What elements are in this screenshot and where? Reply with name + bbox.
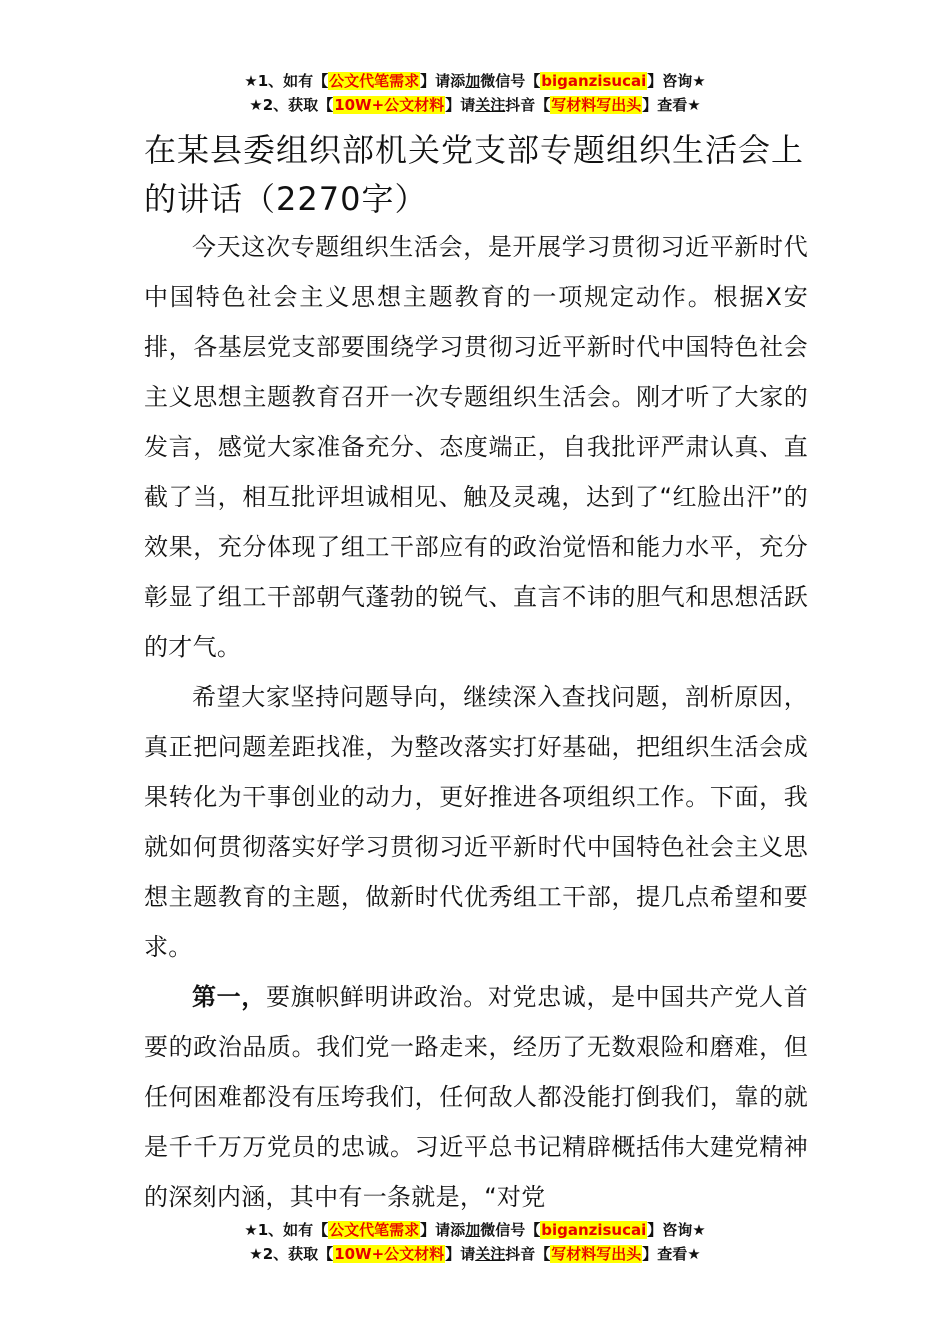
promo-highlight: 公文代笔需求 xyxy=(329,1221,420,1239)
promo-line-1: ★1、如有【公文代笔需求】请添加微信号【biganzisucai】咨询★ xyxy=(244,72,706,90)
paragraph-2: 希望大家坚持问题导向，继续深入查找问题，剖析原因，真正把问题差距找准，为整改落实打好基础，把组织生活会成果转化为干事创业的动力，更好推进各项组织工作。下面，我就如何贯彻落实好学习贯彻习近平新时代中国特色社会主义思想主题教育的主题，做新时代优秀组工干部，提几点希望和要求。 xyxy=(144,683,808,961)
document-body xyxy=(144,222,808,1222)
promo-wechat-id: biganzisucai xyxy=(541,1221,647,1239)
promo-douyin-id: 写材料写出头 xyxy=(551,1245,642,1263)
promo-line-2: ★2、获取【10W+公文材料】请关注抖音【写材料写出头】查看★ xyxy=(249,96,701,114)
paragraph-3-text: 要旗帜鲜明讲政治。对党忠诚，是中国共产党人首要的政治品质。我们党一路走来，经历了无数艰险和磨难，但任何困难都没有压垮我们，任何敌人都没能打倒我们，靠的就是千千万万党员的忠诚。习近平总书记精辟概括伟大建党精神的深刻内涵，其中有一条就是，“对党 xyxy=(144,983,808,1211)
paragraph-1: 今天这次专题组织生活会，是开展学习贯彻习近平新时代中国特色社会主义思想主题教育的一项规定动作。根据X安排，各基层党支部要围绕学习贯彻习近平新时代中国特色社会主义思想主题教育召开一次专题组织生活会。刚才听了大家的发言，感觉大家准备充分、态度端正，自我批评严肃认真、直截了当，相互批评坦诚相见、触及灵魂，达到了“红脸出汗”的效果，充分体现了组工干部应有的政治觉悟和能力水平，充分彰显了组工干部朝气蓬勃的锐气、直言不讳的胆气和思想活跃的才气。 xyxy=(144,233,808,661)
promo-highlight: 10W+公文材料 xyxy=(334,96,445,114)
promo-banner-bottom xyxy=(0,1218,950,1266)
promo-highlight: 10W+公文材料 xyxy=(334,1245,445,1263)
promo-banner-top xyxy=(0,69,950,117)
paragraph-3 xyxy=(144,972,808,1222)
promo-douyin-id: 写材料写出头 xyxy=(551,96,642,114)
document-title: 在某县委组织部机关党支部专题组织生活会上的讲话（2270字） xyxy=(144,131,805,218)
promo-highlight: 公文代笔需求 xyxy=(329,72,420,90)
paragraph-3-lead: 第一， xyxy=(192,983,266,1011)
promo-wechat-id: biganzisucai xyxy=(541,72,647,90)
promo-line-1: ★1、如有【公文代笔需求】请添加微信号【biganzisucai】咨询★ xyxy=(244,1221,706,1239)
promo-line-2: ★2、获取【10W+公文材料】请关注抖音【写材料写出头】查看★ xyxy=(249,1245,701,1263)
